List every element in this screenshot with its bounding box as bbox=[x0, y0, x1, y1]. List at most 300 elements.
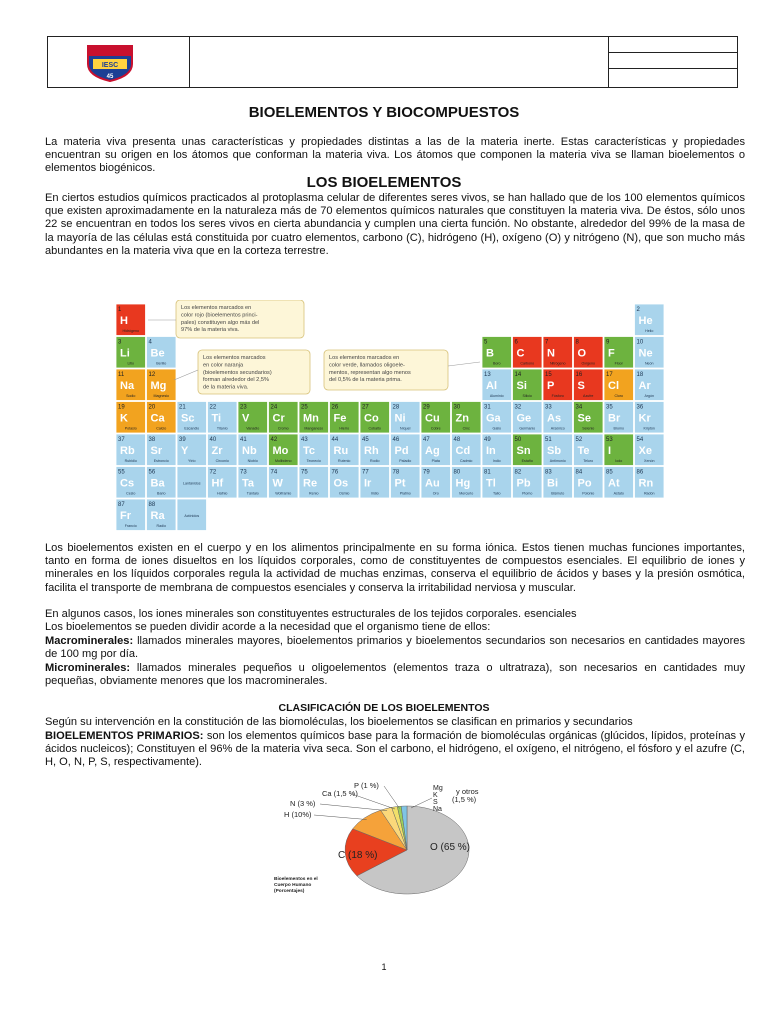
element-symbol: C bbox=[516, 347, 525, 360]
note-line: de la materia viva. bbox=[203, 384, 249, 391]
element-name: Hidrógeno bbox=[122, 329, 140, 333]
element-cell bbox=[269, 402, 299, 434]
element-symbol: Rh bbox=[364, 445, 379, 457]
element-symbol: Co bbox=[364, 412, 379, 425]
element-number: 40 bbox=[209, 437, 217, 443]
element-number: 9 bbox=[606, 339, 610, 346]
element-symbol: Ni bbox=[394, 412, 406, 425]
element-cell bbox=[147, 499, 177, 531]
element-symbol: Ne bbox=[638, 347, 653, 360]
element-number: 78 bbox=[392, 469, 400, 476]
element-number: 52 bbox=[575, 437, 583, 443]
element-symbol: Te bbox=[577, 445, 590, 457]
note-line: color verde, llamados oligoele- bbox=[329, 362, 405, 369]
element-number: 75 bbox=[301, 469, 308, 476]
element-cell bbox=[421, 467, 451, 499]
element-cell bbox=[208, 402, 238, 434]
element-symbol: K bbox=[120, 412, 128, 425]
element-cell bbox=[513, 434, 543, 466]
element-name: Rutenio bbox=[338, 459, 351, 463]
element-number: 10 bbox=[636, 339, 644, 346]
element-name: Astato bbox=[613, 491, 624, 496]
element-name: Osmio bbox=[339, 491, 350, 496]
element-number: 47 bbox=[423, 437, 430, 443]
note-line: pales) constituyen algo más del bbox=[181, 319, 260, 326]
element-symbol: Al bbox=[486, 380, 497, 392]
element-number: 38 bbox=[148, 437, 156, 443]
element-cell bbox=[574, 369, 604, 401]
element-cell bbox=[421, 434, 451, 466]
element-number: 55 bbox=[118, 469, 125, 476]
element-cell bbox=[513, 337, 543, 369]
element-cell bbox=[543, 402, 573, 434]
element-name: Ytrio bbox=[188, 459, 196, 463]
element-cell bbox=[635, 402, 665, 434]
element-symbol: Mn bbox=[303, 412, 319, 425]
element-name: Potasio bbox=[124, 426, 137, 431]
element-name: Mercurio bbox=[459, 491, 474, 496]
element-name: Nitrógeno bbox=[549, 361, 566, 366]
element-symbol: He bbox=[638, 315, 653, 327]
element-symbol: Cd bbox=[455, 445, 471, 457]
element-number: 11 bbox=[118, 372, 125, 378]
element-name: Polonio bbox=[582, 491, 595, 496]
element-number: 6 bbox=[514, 339, 518, 346]
element-cell bbox=[330, 402, 360, 434]
element-symbol: Ti bbox=[211, 412, 222, 425]
element-symbol: Ga bbox=[486, 412, 501, 425]
element-name: Niobio bbox=[247, 459, 258, 463]
element-symbol: Be bbox=[150, 347, 165, 360]
element-name: Xenón bbox=[644, 459, 655, 463]
element-cell bbox=[147, 434, 177, 466]
header-logo-cell bbox=[48, 37, 190, 87]
element-name: Cobalto bbox=[368, 426, 381, 431]
division-paragraph: Los bioelementos se pueden dividir acorde a la necesidad que el organismo tiene de ellos: bbox=[45, 621, 491, 633]
element-cell bbox=[116, 369, 146, 401]
element-number: 83 bbox=[545, 469, 552, 476]
element-name: Neón bbox=[644, 361, 654, 366]
element-cell bbox=[543, 434, 573, 466]
element-cell bbox=[574, 467, 604, 499]
element-name: Bromo bbox=[613, 426, 625, 431]
element-number: 87 bbox=[118, 502, 125, 508]
element-number: 50 bbox=[514, 437, 522, 443]
element-symbol: Pt bbox=[394, 477, 406, 490]
section-title: LOS BIOELEMENTOS bbox=[306, 174, 462, 191]
element-cell bbox=[116, 499, 146, 531]
element-symbol: Pd bbox=[394, 445, 409, 457]
element-cell bbox=[147, 467, 177, 499]
element-name: Radón bbox=[643, 491, 655, 496]
element-name: Tecnecio bbox=[306, 459, 321, 463]
element-cell bbox=[482, 402, 512, 434]
element-number: 56 bbox=[148, 469, 156, 476]
element-number: 18 bbox=[636, 372, 644, 378]
note-line: (bioelementos secundarios) bbox=[203, 369, 272, 376]
note-line: Los elementos marcados bbox=[203, 355, 266, 361]
pie-others-item: S bbox=[433, 799, 438, 806]
macrominerals-paragraph bbox=[45, 635, 745, 661]
element-cell bbox=[513, 369, 543, 401]
note-line: 97% de la materia viva. bbox=[181, 327, 240, 334]
element-number: 54 bbox=[636, 437, 644, 443]
element-cell bbox=[635, 369, 665, 401]
element-cell bbox=[116, 337, 146, 369]
element-name: Galio bbox=[492, 426, 501, 431]
element-number: 46 bbox=[392, 437, 400, 443]
element-name: Kriptón bbox=[643, 426, 655, 431]
svg-text:IESC: IESC bbox=[101, 62, 119, 69]
element-name: Talio bbox=[493, 491, 501, 496]
element-cell bbox=[299, 402, 329, 434]
element-number: 86 bbox=[636, 469, 644, 476]
element-number: 80 bbox=[453, 469, 461, 476]
element-number: 88 bbox=[148, 502, 156, 508]
element-number: 29 bbox=[423, 404, 430, 411]
element-name: Circonio bbox=[215, 459, 229, 463]
element-number: 5 bbox=[484, 339, 488, 346]
pie-others-item: K bbox=[433, 792, 438, 799]
element-cell bbox=[604, 337, 634, 369]
element-symbol: Fe bbox=[333, 412, 347, 425]
element-symbol: Ra bbox=[150, 510, 165, 522]
element-cell bbox=[604, 369, 634, 401]
element-symbol: Ar bbox=[638, 380, 651, 392]
element-name: Cesio bbox=[126, 491, 136, 496]
element-number: 53 bbox=[606, 437, 613, 443]
element-symbol: Cl bbox=[608, 380, 619, 392]
svg-text:45: 45 bbox=[106, 74, 114, 80]
element-name: Flúor bbox=[614, 361, 623, 366]
element-name: Boro bbox=[492, 361, 501, 366]
element-symbol: Li bbox=[120, 347, 130, 360]
element-symbol: Mg bbox=[150, 380, 167, 392]
element-number: 13 bbox=[484, 372, 491, 378]
header-info-cell bbox=[608, 37, 738, 87]
bioelements-pie-chart bbox=[262, 778, 502, 908]
element-number: 12 bbox=[148, 372, 156, 378]
document-title: BIOELEMENTOS Y BIOCOMPUESTOS bbox=[248, 104, 520, 121]
element-cell bbox=[482, 434, 512, 466]
element-cell bbox=[635, 434, 665, 466]
pie-label: O (65 %) bbox=[430, 842, 471, 853]
element-cell bbox=[574, 337, 604, 369]
element-number: 2 bbox=[636, 307, 640, 313]
element-name: Bario bbox=[157, 491, 166, 496]
element-cell bbox=[543, 369, 573, 401]
element-cell bbox=[452, 467, 482, 499]
element-cell bbox=[482, 369, 512, 401]
element-name: Plomo bbox=[522, 491, 533, 496]
element-number: 44 bbox=[331, 437, 339, 443]
primary-label: BIOELEMENTOS PRIMARIOS: bbox=[45, 730, 204, 742]
element-number: 42 bbox=[270, 437, 278, 443]
element-name: Oxígeno bbox=[581, 361, 596, 366]
element-symbol: Sb bbox=[547, 445, 562, 457]
element-cell bbox=[452, 434, 482, 466]
element-name: Plata bbox=[431, 459, 440, 463]
macro-text: llamados minerales mayores, bioelementos primarios y bioelementos secundarios son necesarios en cantidades mayores de 100 mg por día. bbox=[45, 635, 745, 661]
element-name: Germanio bbox=[519, 426, 536, 431]
element-number: 76 bbox=[331, 469, 339, 476]
element-number: 27 bbox=[362, 404, 369, 411]
element-name: Calcio bbox=[156, 426, 167, 431]
element-symbol: Cr bbox=[272, 412, 285, 425]
element-number: 20 bbox=[148, 404, 156, 411]
red-note bbox=[176, 300, 304, 338]
orange-note bbox=[198, 350, 310, 394]
element-cell bbox=[299, 467, 329, 499]
element-cell bbox=[269, 434, 299, 466]
classification-paragraph: Según su intervención en la constitución de las biomoléculas, los bioelementos se clasifican en primarios y secundarios bbox=[45, 716, 633, 728]
element-number: 33 bbox=[545, 404, 552, 411]
element-symbol: O bbox=[577, 347, 587, 360]
element-cell bbox=[574, 434, 604, 466]
element-name: Aluminio bbox=[489, 394, 504, 398]
element-symbol: Cu bbox=[425, 412, 440, 425]
element-cell bbox=[116, 434, 146, 466]
element-symbol: Se bbox=[577, 412, 591, 425]
note-line: mentos, representan algo menos bbox=[329, 369, 411, 376]
element-symbol: Ba bbox=[150, 477, 165, 490]
element-name: Cobre bbox=[430, 426, 441, 431]
element-name: Níquel bbox=[400, 426, 411, 431]
element-symbol: In bbox=[486, 445, 496, 457]
element-name: Rubidio bbox=[124, 459, 137, 463]
element-cell bbox=[238, 402, 268, 434]
element-cell bbox=[421, 402, 451, 434]
page-number: 1 bbox=[381, 962, 387, 972]
element-symbol: Zr bbox=[211, 445, 223, 457]
element-cell bbox=[574, 402, 604, 434]
element-number: 51 bbox=[545, 437, 552, 443]
element-symbol: Ru bbox=[333, 445, 349, 457]
element-number: 85 bbox=[606, 469, 613, 476]
element-number: 45 bbox=[362, 437, 369, 443]
element-number: 1 bbox=[118, 307, 122, 313]
orange-note-pointer bbox=[174, 370, 198, 380]
element-cell bbox=[147, 337, 177, 369]
element-number: 23 bbox=[240, 404, 247, 411]
element-number: 73 bbox=[240, 469, 247, 476]
element-symbol: At bbox=[608, 477, 620, 490]
element-number: 37 bbox=[118, 437, 125, 443]
element-number: 72 bbox=[209, 469, 217, 476]
element-cell bbox=[513, 467, 543, 499]
pie-leader bbox=[384, 786, 400, 809]
pie-label: N (3 %) bbox=[290, 799, 316, 808]
element-cell bbox=[330, 434, 360, 466]
note-line: en color naranja bbox=[203, 362, 244, 369]
microminerals-paragraph bbox=[45, 662, 745, 688]
element-symbol: Bi bbox=[547, 477, 558, 490]
element-cell bbox=[208, 467, 238, 499]
element-cell bbox=[177, 499, 207, 531]
element-name: Titanio bbox=[216, 426, 228, 431]
element-symbol: Hg bbox=[455, 477, 471, 490]
element-number: 30 bbox=[453, 404, 461, 411]
element-name: Radio bbox=[156, 524, 166, 528]
element-symbol: V bbox=[242, 412, 250, 425]
element-name: Tántalo bbox=[246, 491, 259, 496]
header-info-row bbox=[609, 53, 738, 69]
element-symbol: Sr bbox=[150, 445, 163, 457]
element-cell bbox=[147, 369, 177, 401]
element-symbol: I bbox=[608, 445, 612, 457]
element-cell bbox=[604, 402, 634, 434]
element-number: 28 bbox=[392, 404, 400, 411]
element-number: 41 bbox=[240, 437, 247, 443]
element-symbol: Ge bbox=[516, 412, 532, 425]
element-name: Cinc bbox=[462, 426, 470, 431]
element-name: Cromo bbox=[277, 426, 289, 431]
element-name: Silicio bbox=[522, 394, 532, 398]
element-symbol: W bbox=[272, 477, 283, 490]
green-note bbox=[324, 350, 448, 390]
element-number: 22 bbox=[209, 404, 217, 411]
element-name: Actínidos bbox=[184, 514, 200, 518]
element-cell bbox=[452, 402, 482, 434]
element-number: 26 bbox=[331, 404, 339, 411]
element-cell bbox=[238, 434, 268, 466]
element-cell bbox=[238, 467, 268, 499]
element-cell bbox=[635, 337, 665, 369]
element-name: Platino bbox=[399, 491, 411, 496]
pie-caption: (Porcentajes) bbox=[274, 889, 305, 894]
element-symbol: P bbox=[547, 380, 555, 392]
element-number: 35 bbox=[606, 404, 613, 411]
element-number: 3 bbox=[118, 339, 122, 346]
element-cell bbox=[482, 337, 512, 369]
element-name: Argón bbox=[644, 394, 655, 398]
pie-others-item: Mg bbox=[433, 785, 443, 792]
element-name: Renio bbox=[309, 491, 319, 496]
bioelements-paragraph: En ciertos estudios químicos practicados al protoplasma celular de diferentes seres vivos, se han hallado que de los 100 elementos químicos que existen aproximadamente en la naturaleza más de 70 elementos químicos naturales que constituyen la materia viva. De éstos, sólo unos 22 se encuentran en todos los seres vivos en cierta abundancia y cumplen una cierta función. No obstante, alrededor del 99% de la masa de la mayoría de las células está constituida por cuatro elementos, carbono (C), hidrógeno (H), oxígeno (O) y nitrógeno (N), que son mucho más abundantes en la materia viva que en la corteza terrestre. bbox=[45, 192, 745, 257]
element-name: Escandio bbox=[184, 426, 200, 431]
element-name: Magnesio bbox=[153, 394, 170, 398]
element-symbol: Re bbox=[303, 477, 318, 490]
element-symbol: Fr bbox=[120, 510, 131, 522]
element-cell bbox=[391, 467, 421, 499]
element-name: Sodio bbox=[126, 394, 136, 398]
element-name: Lantánidos bbox=[182, 481, 201, 486]
primary-text: son los elementos químicos base para la formación de biomoléculas orgánicas (glúcidos, lípidos, proteínas y ácidos nucleicos); Constituyen el 96% de la materia viva seca. Son el carbono, el hidrógeno, el oxígeno, el nitrógeno, el fósforo y el azufre (C, H, O, N, P, S, respectivamente). bbox=[45, 730, 745, 769]
element-name: Cadmio bbox=[460, 459, 473, 463]
header-info-row bbox=[609, 69, 738, 85]
green-note-pointer bbox=[448, 362, 480, 366]
element-symbol: Hf bbox=[211, 477, 224, 490]
element-number: 8 bbox=[575, 339, 579, 346]
header-info-row bbox=[609, 37, 738, 53]
element-name: Fósforo bbox=[551, 394, 564, 398]
element-number: 82 bbox=[514, 469, 522, 476]
element-number: 32 bbox=[514, 404, 522, 411]
element-symbol: N bbox=[547, 347, 555, 360]
element-cell bbox=[177, 402, 207, 434]
element-symbol: Os bbox=[333, 477, 349, 490]
element-number: 74 bbox=[270, 469, 278, 476]
element-symbol: Xe bbox=[638, 445, 652, 457]
element-name: Indio bbox=[492, 459, 501, 463]
element-number: 15 bbox=[545, 372, 552, 378]
element-symbol: Au bbox=[425, 477, 440, 490]
element-cell bbox=[513, 402, 543, 434]
element-cell bbox=[299, 434, 329, 466]
school-logo-icon bbox=[84, 42, 136, 82]
element-number: 39 bbox=[179, 437, 186, 443]
pie-label-others-pct: (1,5 %) bbox=[452, 795, 477, 804]
element-symbol: Y bbox=[181, 445, 189, 457]
element-symbol: Mo bbox=[272, 445, 289, 457]
macro-label: Macrominerales: bbox=[45, 635, 134, 647]
element-number: 17 bbox=[606, 372, 613, 378]
element-symbol: Tl bbox=[486, 477, 496, 490]
micro-label: Microminerales: bbox=[45, 662, 131, 674]
element-name: Iridio bbox=[370, 491, 379, 496]
pie-others-item: Na bbox=[433, 806, 442, 813]
element-name: Carbono bbox=[520, 361, 535, 366]
element-symbol: Po bbox=[577, 477, 592, 490]
element-cell bbox=[177, 467, 207, 499]
element-name: Bismuto bbox=[551, 491, 565, 496]
element-symbol: Ag bbox=[425, 445, 440, 457]
element-cell bbox=[269, 467, 299, 499]
element-number: 34 bbox=[575, 404, 583, 411]
element-symbol: Rb bbox=[120, 445, 135, 457]
pie-label: C (18 %) bbox=[338, 850, 378, 861]
element-cell bbox=[360, 402, 390, 434]
element-symbol: Pb bbox=[516, 477, 531, 490]
element-number: 21 bbox=[179, 404, 186, 411]
ionic-paragraph: Los bioelementos existen en el cuerpo y en los alimentos principalmente en su forma iónica. Estos tienen muchas funciones importantes, tanto en forma de iones disueltos en los líquidos corporales, como de constituyentes de compuestos esenciales. El equilibrio de iones y minerales en los líquidos corporales regula la actividad de muchas enzimas, conserva el equilibrio de ácidos y bases y la presión osmótica, facilita el transporte de membrana de compuestos esenciales y conserva la irritabilidad nerviosa y muscular. bbox=[45, 542, 745, 594]
pie-label-others: y otros bbox=[456, 787, 479, 796]
element-symbol: Kr bbox=[638, 412, 651, 425]
periodic-table bbox=[112, 300, 664, 540]
element-symbol: H bbox=[120, 315, 128, 327]
element-symbol: Nb bbox=[242, 445, 257, 457]
element-number: 16 bbox=[575, 372, 583, 378]
element-symbol: Zn bbox=[455, 412, 469, 425]
note-line: forman alrededor del 2,5% bbox=[203, 377, 269, 384]
element-symbol: F bbox=[608, 347, 615, 360]
element-cell bbox=[208, 434, 238, 466]
element-number: 14 bbox=[514, 372, 522, 378]
pie-leader bbox=[411, 798, 432, 808]
element-name: Berilio bbox=[156, 361, 167, 366]
element-name: Paladio bbox=[399, 459, 412, 463]
element-cell bbox=[360, 434, 390, 466]
element-name: Teluro bbox=[583, 459, 594, 463]
element-symbol: B bbox=[486, 347, 494, 360]
element-name: Molibdeno bbox=[274, 459, 292, 463]
intro-paragraph: La materia viva presenta unas características y propiedades distintas a las de la materia inerte. Estas características y propiedades encuentran su origen en los átomos que conforman la materia viva. Los átomos que componen la materia viva se llaman bioelementos o elementos biogénicos. bbox=[45, 136, 745, 175]
element-name: Hierro bbox=[339, 426, 350, 431]
pie-label: H (10%) bbox=[284, 810, 312, 819]
element-name: Estaño bbox=[521, 459, 533, 463]
element-name: Azufre bbox=[583, 394, 594, 398]
element-symbol: Na bbox=[120, 380, 135, 392]
element-symbol: Ta bbox=[242, 477, 255, 490]
element-cell bbox=[604, 434, 634, 466]
element-name: Antimonio bbox=[549, 459, 566, 463]
element-cell bbox=[116, 402, 146, 434]
pie-caption: Bioelementos en el bbox=[274, 877, 318, 882]
element-number: 43 bbox=[301, 437, 308, 443]
element-name: Wolframio bbox=[275, 491, 292, 496]
element-cell bbox=[177, 434, 207, 466]
element-symbol: Cs bbox=[120, 477, 135, 490]
